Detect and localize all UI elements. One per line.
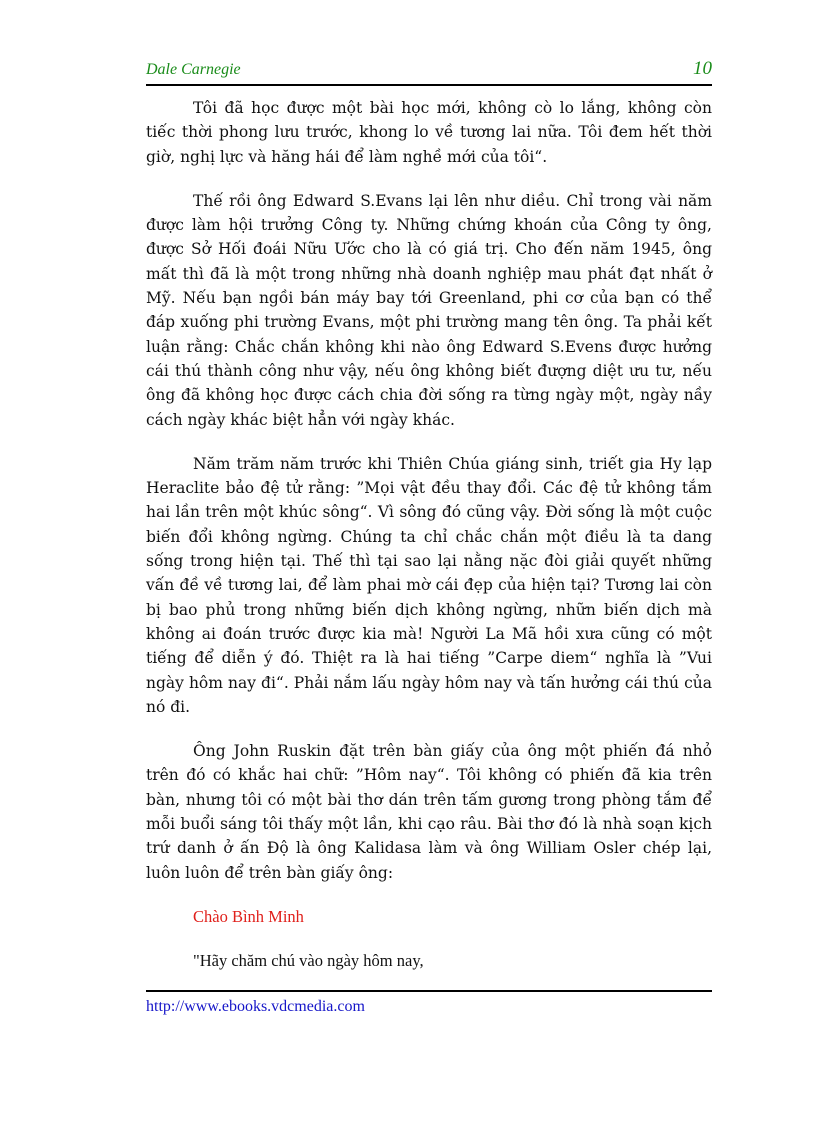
header-author: Dale Carnegie	[146, 61, 241, 78]
paragraph-4: Ông John Ruskin đặt trên bàn giấy của ông một phiến đá nhỏ trên đó có khắc hai chữ: ”Hôm nay“. Tôi không có phiến đã kia trên bàn, nhưng tôi có một bài thơ dán trên tấm gương trong phòng tắm để mỗi buổi sáng tôi thấy một lần, khi cạo râu. Bài thơ đó là nhà soạn kịch trứ danh ở ấn Độ là ông Kalidasa làm và ông William Osler chép lại, luôn luôn để trên bàn giấy ông:	[146, 742, 712, 882]
footer-url-link[interactable]: http://www.ebooks.vdcmedia.com	[146, 998, 365, 1015]
poem	[193, 905, 712, 973]
page-body	[146, 96, 712, 973]
paragraph-3: Năm trăm năm trước khi Thiên Chúa giáng sinh, triết gia Hy lạp Heraclite bảo đệ tử rằng: ”Mọi vật đều thay đổi. Các đệ tử không tắm hai lần trên một khúc sông“. Vì sông đó cũng vậy. Đời sống là một cuộc biến đổi không ngừng. Chúng ta chỉ chắc chắn một điều là ta dang sống trong hiện tại. Thế thì tại sao lại nằng nặc đòi giải quyết những vấn đề về tương lai, để làm phai mờ cái đẹp của hiện tại? Tương lai còn bị bao phủ trong những biến dịch không ngừng, nhữn biến dịch mà không ai đoán trước được kia mà! Người La Mã hồi xưa cũng có một tiếng để diễn ý đó. Thiệt ra là hai tiếng ”Carpe diem“ nghĩa là ”Vui ngày hôm nay đi“. Phải nắm lấu ngày hôm nay và tấn hưởng cái thú của nó đi.	[146, 454, 712, 716]
paragraph-1: Tôi đã học được một bài học mới, không cò lo lắng, không còn tiếc thời phong lưu trước, khong lo về tương lai nữa. Tôi đem hết thời giờ, nghị lực và hăng hái để làm nghề mới của tôi“.	[146, 99, 712, 166]
page-header	[146, 58, 712, 86]
poem-line: "Hãy chăm chú vào ngày hôm nay,	[193, 950, 424, 970]
paragraph-2: Thế rồi ông Edward S.Evans lại lên như diều. Chỉ trong vài năm được làm hội trưởng Công ty. Những chứng khoán của Công ty ông, được Sở Hối đoái Nữu Ước cho là có giá trị. Cho đến năm 1945, ông mất thì đã là một trong những nhà doanh nghiệp mau phát đạt nhất ở Mỹ. Nếu bạn ngồi bán máy bay tới Greenland, phi cơ của bạn có thể đáp xuống phi trường Evans, một phi trường mang tên ông. Ta phải kết luận rằng: Chắc chắn không khi nào ông Edward S.Evens được hưởng cái thú thành công như vậy, nếu ông không biết đượng diệt ưu tư, nếu ông đã không học được cách chia đời sống ra từng ngày một, ngày nầy cách ngày khác biệt hẳn với ngày khác.	[146, 191, 712, 429]
page-number: 10	[693, 58, 712, 79]
poem-title: Chào Bình Minh	[193, 906, 304, 926]
footer-divider	[146, 990, 712, 992]
